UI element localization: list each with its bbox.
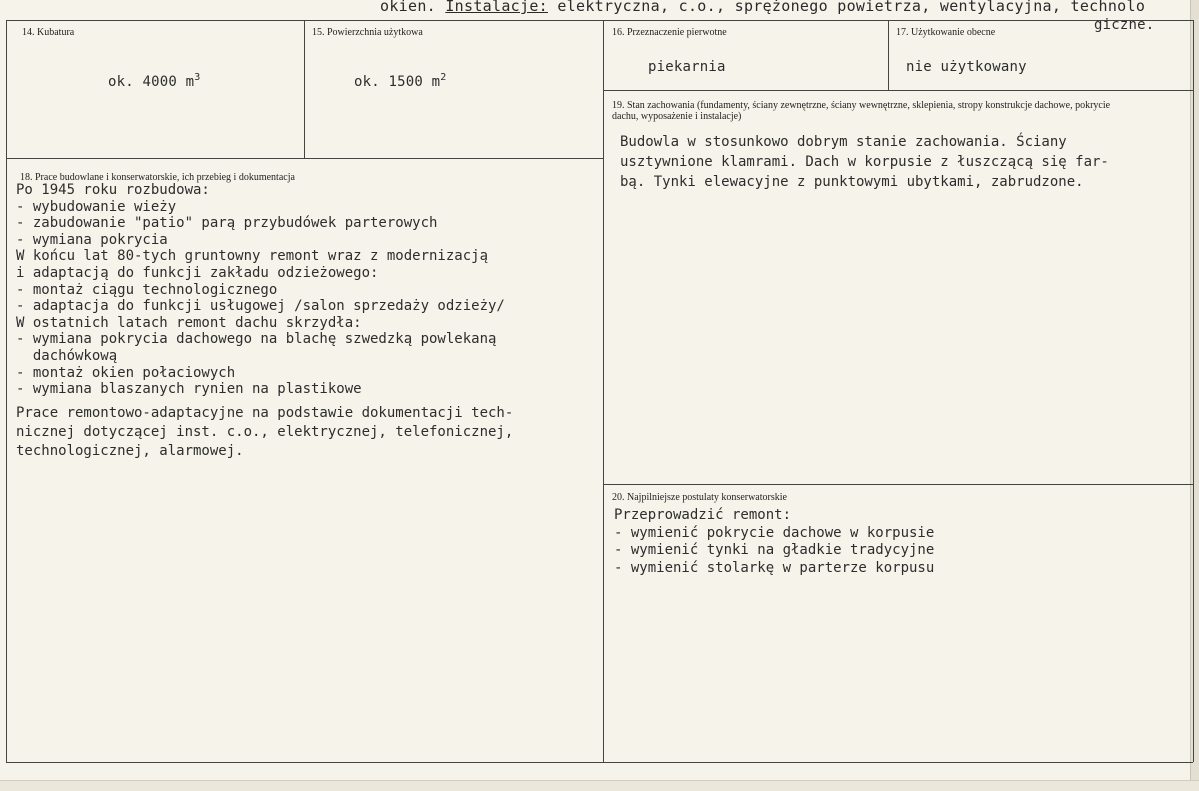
prace-line: - montaż ciągu technologicznego <box>16 281 278 298</box>
divider-14-15 <box>304 20 305 158</box>
left-border <box>6 20 7 762</box>
postulaty-line: - wymienić tynki na gładkie tradycyjne <box>614 542 935 558</box>
stan-line: bą. Tynki elewacyjne z punktowymi ubytkami, zabrudzone. <box>620 174 1084 190</box>
prace-line: i adaptacją do funkcji zakładu odzieżowego: <box>16 264 379 281</box>
prace-line: - wymiana pokrycia <box>16 231 168 248</box>
przeznaczenie-value: piekarnia <box>648 59 726 75</box>
prace-line: W końcu lat 80-tych gruntowny remont wraz z modernizacją <box>16 248 489 265</box>
powierzchnia-value-text: ok. 1500 m <box>354 74 441 90</box>
divider-center <box>603 20 604 762</box>
postulaty-line: - wymienić stolarkę w parterze korpusu <box>614 559 935 576</box>
prace-line: dachówkową <box>16 347 118 364</box>
powierzchnia-label: 15. Powierzchnia użytkowa <box>312 27 423 38</box>
right-border <box>1193 20 1194 762</box>
uzytkowanie-label: 17. Użytkowanie obecne <box>896 27 996 38</box>
postulaty-line: - wymienić pokrycie dachowe w korpusie <box>614 524 935 541</box>
prace-line: - montaż okien połaciowych <box>16 364 236 381</box>
prace-dok-line: Prace remontowo-adaptacyjne na podstawie dokumentacji tech- <box>16 405 514 421</box>
uzytkowanie-value: nie użytkowany <box>906 59 1027 75</box>
bottom-border <box>6 762 1193 763</box>
postulaty-line: Przeprowadzić remont: <box>614 507 792 523</box>
header-prefix: okien. <box>380 0 436 15</box>
top-border <box>6 20 1193 21</box>
installations-header <box>380 0 1145 15</box>
divider-row-20 <box>603 484 1193 485</box>
stan-line: usztywnione klamrami. Dach w korpusie z łuszczącą się far- <box>620 154 1109 170</box>
prace-line: - adaptacja do funkcji usługowej /salon sprzedaży odzieży/ <box>16 298 505 315</box>
divider-row-18 <box>6 158 603 159</box>
prace-line: - wybudowanie wieży <box>16 198 177 215</box>
prace-label: 18. Prace budowlane i konserwatorskie, ich przebieg i dokumentacja <box>20 172 295 183</box>
divider-row-19 <box>603 90 1193 91</box>
postulaty-text <box>614 507 934 577</box>
kubatura-value-text: ok. 4000 m <box>108 74 195 90</box>
paper-edge-bottom <box>0 780 1199 791</box>
stan-line: Budowla w stosunkowo dobrym stanie zachowania. Ściany <box>620 134 1067 150</box>
prace-dok-line: technologicznej, alarmowej. <box>16 443 244 459</box>
installations-continuation: giczne. <box>1094 17 1155 33</box>
kubatura-exponent: 3 <box>194 72 201 83</box>
stan-zachowania-text <box>620 132 1109 192</box>
prace-dokumentacja-text <box>16 404 513 461</box>
powierzchnia-value <box>354 72 447 90</box>
installations-text: elektryczna, c.o., sprężonego powietrza, wentylacyjna, technolo <box>557 0 1146 15</box>
prace-dok-line: nicznej dotyczącej inst. c.o., elektrycznej, telefonicznej, <box>16 424 514 440</box>
paper-edge-right <box>1190 0 1199 791</box>
kubatura-label: 14. Kubatura <box>22 27 75 38</box>
installations-label: Instalacje: <box>445 0 548 15</box>
prace-line: - zabudowanie "patio" parą przybudówek parterowych <box>16 215 438 232</box>
prace-line: - wymiana pokrycia dachowego na blachę szwedzką powlekaną <box>16 331 497 348</box>
prace-text <box>16 182 505 398</box>
prace-line: W ostatnich latach remont dachu skrzydła: <box>16 314 362 331</box>
prace-line: - wymiana blaszanych rynien na plastikowe <box>16 381 362 398</box>
divider-16-17 <box>888 20 889 90</box>
przeznaczenie-label: 16. Przeznaczenie pierwotne <box>612 27 727 38</box>
prace-line: Po 1945 roku rozbudowa: <box>16 182 210 198</box>
stan-zachowania-label: 19. Stan zachowania (fundamenty, ściany zewnętrzne, ściany wewnętrzne, sklepienia, stropy konstrukcje dachowe, pokrycie dachu, wyposażenie i instalacje) <box>612 100 1111 122</box>
kubatura-value <box>108 72 201 90</box>
powierzchnia-exponent: 2 <box>440 72 447 83</box>
postulaty-label: 20. Najpilniejsze postulaty konserwatorskie <box>612 492 787 503</box>
